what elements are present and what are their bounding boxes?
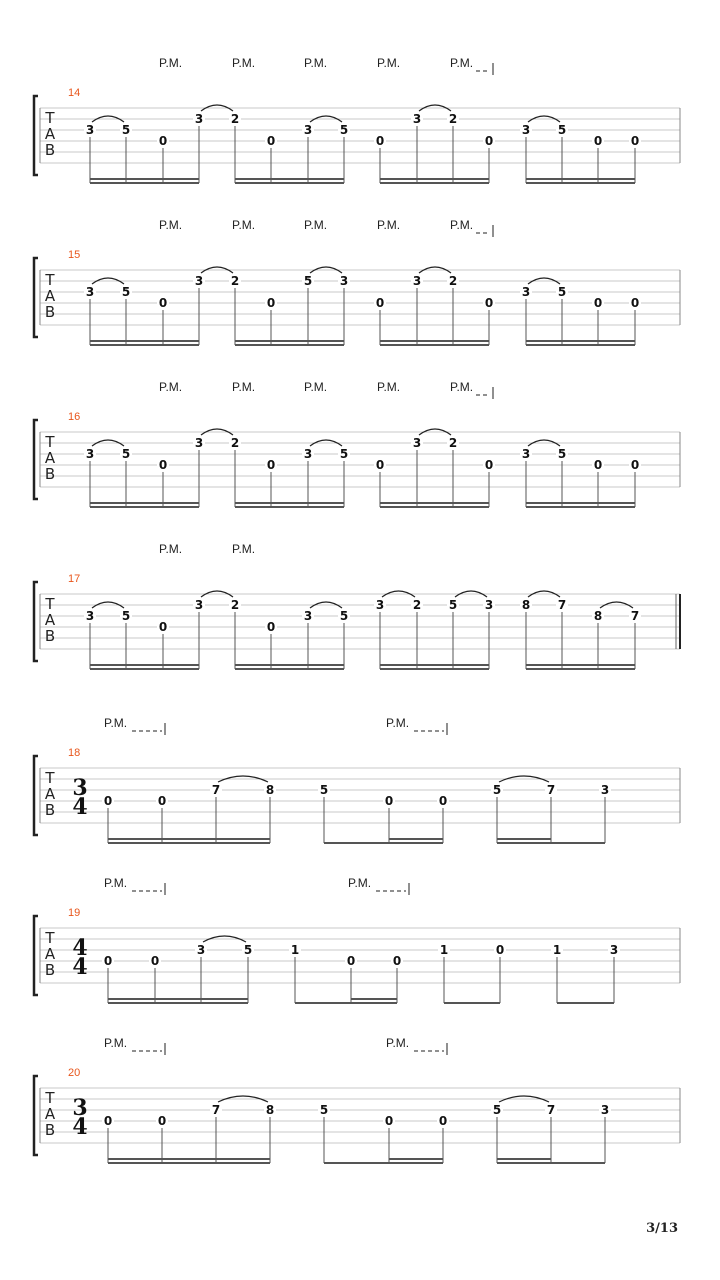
fret-number: 5 [557, 447, 567, 461]
fret-number: 0 [157, 794, 167, 808]
tab-clef-letter: B [44, 627, 56, 645]
fret-number: 3 [85, 123, 95, 137]
measure-number: 18 [68, 747, 81, 759]
fret-number: 0 [593, 134, 603, 148]
palm-mute-label: P.M. [386, 1036, 410, 1050]
fret-number: 7 [546, 1103, 556, 1117]
time-signature-top: 4 [72, 935, 88, 961]
tab-clef-letter: B [44, 801, 56, 819]
palm-mute-label: P.M. [377, 218, 401, 232]
tab-clef-letter: A [44, 449, 56, 467]
fret-number: 3 [85, 447, 95, 461]
fret-number: 7 [630, 609, 640, 623]
tab-clef-letter: T [45, 769, 55, 787]
fret-number: 3 [375, 598, 385, 612]
system-bracket [34, 420, 38, 499]
fret-number: 0 [158, 458, 168, 472]
time-signature-bottom: 4 [72, 954, 88, 980]
tab-clef-letter: T [45, 271, 55, 289]
palm-mute-label: P.M. [450, 56, 474, 70]
fret-number: 0 [266, 620, 276, 634]
fret-number: 3 [85, 285, 95, 299]
fret-number: 3 [85, 609, 95, 623]
palm-mute-label: P.M. [377, 56, 401, 70]
fret-number: 5 [243, 943, 253, 957]
fret-number: 3 [521, 447, 531, 461]
fret-number: 5 [319, 1103, 329, 1117]
fret-number: 2 [230, 112, 240, 126]
fret-number: 8 [265, 783, 275, 797]
palm-mute-label: P.M. [450, 380, 474, 394]
fret-number: 0 [266, 458, 276, 472]
palm-mute-label: P.M. [348, 876, 372, 890]
system-bracket [34, 258, 38, 337]
palm-mute-label: P.M. [232, 542, 256, 556]
fret-number: 3 [194, 436, 204, 450]
tab-system-15 [34, 218, 680, 345]
fret-number: 3 [194, 598, 204, 612]
palm-mute-label: P.M. [159, 218, 183, 232]
tab-system-19 [34, 876, 680, 1003]
fret-number: 0 [266, 296, 276, 310]
palm-mute-label: P.M. [386, 716, 410, 730]
measure-number: 20 [68, 1067, 81, 1079]
fret-number: 0 [495, 943, 505, 957]
fret-number: 3 [196, 943, 206, 957]
tab-clef-letter: T [45, 1089, 55, 1107]
fret-number: 5 [121, 609, 131, 623]
tab-clef-letter: A [44, 125, 56, 143]
palm-mute-label: P.M. [159, 542, 183, 556]
system-bracket [34, 582, 38, 661]
tab-system-16 [34, 380, 680, 507]
fret-number: 8 [265, 1103, 275, 1117]
tab-system-18 [34, 716, 680, 843]
tab-clef-letter: A [44, 945, 56, 963]
fret-number: 5 [492, 1103, 502, 1117]
fret-number: 3 [194, 274, 204, 288]
fret-number: 0 [103, 1114, 113, 1128]
tab-clef-letter: T [45, 109, 55, 127]
fret-number: 0 [484, 296, 494, 310]
fret-number: 3 [600, 1103, 610, 1117]
page-number: 3/13 [646, 1221, 678, 1236]
tab-clef-letter: T [45, 595, 55, 613]
fret-number: 5 [339, 447, 349, 461]
fret-number: 0 [392, 954, 402, 968]
fret-number: 7 [557, 598, 567, 612]
fret-number: 3 [521, 285, 531, 299]
fret-number: 5 [121, 447, 131, 461]
measure-number: 17 [68, 573, 81, 585]
tab-clef-letter: A [44, 611, 56, 629]
fret-number: 7 [211, 1103, 221, 1117]
fret-number: 0 [157, 1114, 167, 1128]
system-bracket [34, 756, 38, 835]
fret-number: 0 [375, 296, 385, 310]
measure-number: 16 [68, 411, 81, 423]
tab-clef-letter: B [44, 141, 56, 159]
time-signature-bottom: 4 [72, 1114, 88, 1140]
fret-number: 0 [384, 1114, 394, 1128]
palm-mute-label: P.M. [104, 876, 128, 890]
palm-mute-label: P.M. [159, 56, 183, 70]
fret-number: 5 [303, 274, 313, 288]
fret-number: 0 [630, 458, 640, 472]
fret-number: 5 [557, 285, 567, 299]
fret-number: 5 [492, 783, 502, 797]
fret-number: 1 [439, 943, 449, 957]
measure-number: 14 [68, 87, 81, 99]
fret-number: 2 [448, 112, 458, 126]
fret-number: 0 [593, 296, 603, 310]
fret-number: 5 [339, 609, 349, 623]
fret-number: 3 [521, 123, 531, 137]
palm-mute-label: P.M. [232, 56, 256, 70]
fret-number: 3 [412, 112, 422, 126]
palm-mute-label: P.M. [304, 218, 328, 232]
fret-number: 2 [230, 274, 240, 288]
palm-mute-label: P.M. [104, 716, 128, 730]
fret-number: 2 [412, 598, 422, 612]
fret-number: 2 [448, 436, 458, 450]
tab-clef-letter: B [44, 465, 56, 483]
fret-number: 8 [593, 609, 603, 623]
measure-number: 15 [68, 249, 81, 261]
fret-number: 1 [290, 943, 300, 957]
fret-number: 2 [230, 436, 240, 450]
fret-number: 1 [552, 943, 562, 957]
fret-number: 3 [194, 112, 204, 126]
tab-system-14 [34, 56, 680, 183]
time-signature-top: 3 [72, 775, 88, 801]
fret-number: 0 [375, 134, 385, 148]
palm-mute-label: P.M. [304, 380, 328, 394]
palm-mute-label: P.M. [232, 380, 256, 394]
palm-mute-label: P.M. [232, 218, 256, 232]
fret-number: 3 [303, 609, 313, 623]
fret-number: 5 [121, 123, 131, 137]
fret-number: 0 [103, 794, 113, 808]
fret-number: 3 [303, 123, 313, 137]
fret-number: 3 [303, 447, 313, 461]
fret-number: 3 [484, 598, 494, 612]
time-signature-bottom: 4 [72, 794, 88, 820]
fret-number: 5 [339, 123, 349, 137]
fret-number: 0 [103, 954, 113, 968]
fret-number: 0 [484, 134, 494, 148]
fret-number: 2 [448, 274, 458, 288]
palm-mute-label: P.M. [159, 380, 183, 394]
tab-system-17 [34, 542, 680, 669]
fret-number: 5 [121, 285, 131, 299]
palm-mute-label: P.M. [377, 380, 401, 394]
fret-number: 0 [150, 954, 160, 968]
fret-number: 0 [438, 1114, 448, 1128]
fret-number: 3 [609, 943, 619, 957]
fret-number: 5 [448, 598, 458, 612]
fret-number: 3 [339, 274, 349, 288]
fret-number: 0 [384, 794, 394, 808]
fret-number: 0 [375, 458, 385, 472]
palm-mute-label: P.M. [450, 218, 474, 232]
fret-number: 0 [630, 296, 640, 310]
tab-clef-letter: B [44, 961, 56, 979]
time-signature-top: 3 [72, 1095, 88, 1121]
palm-mute-label: P.M. [304, 56, 328, 70]
system-bracket [34, 96, 38, 175]
fret-number: 3 [412, 274, 422, 288]
fret-number: 0 [630, 134, 640, 148]
fret-number: 0 [158, 296, 168, 310]
fret-number: 0 [593, 458, 603, 472]
system-bracket [34, 1076, 38, 1155]
fret-number: 8 [521, 598, 531, 612]
fret-number: 0 [438, 794, 448, 808]
fret-number: 3 [412, 436, 422, 450]
palm-mute-label: P.M. [104, 1036, 128, 1050]
fret-number: 0 [266, 134, 276, 148]
fret-number: 0 [158, 620, 168, 634]
tab-clef-letter: A [44, 287, 56, 305]
measure-number: 19 [68, 907, 81, 919]
fret-number: 0 [346, 954, 356, 968]
fret-number: 3 [600, 783, 610, 797]
tab-clef-letter: A [44, 1105, 56, 1123]
fret-number: 5 [557, 123, 567, 137]
tab-clef-letter: A [44, 785, 56, 803]
fret-number: 0 [158, 134, 168, 148]
fret-number: 2 [230, 598, 240, 612]
tab-clef-letter: B [44, 303, 56, 321]
tab-clef-letter: B [44, 1121, 56, 1139]
fret-number: 7 [546, 783, 556, 797]
tab-clef-letter: T [45, 929, 55, 947]
tab-clef-letter: T [45, 433, 55, 451]
fret-number: 5 [319, 783, 329, 797]
system-bracket [34, 916, 38, 995]
fret-number: 7 [211, 783, 221, 797]
tab-system-20 [34, 1036, 680, 1163]
fret-number: 0 [484, 458, 494, 472]
